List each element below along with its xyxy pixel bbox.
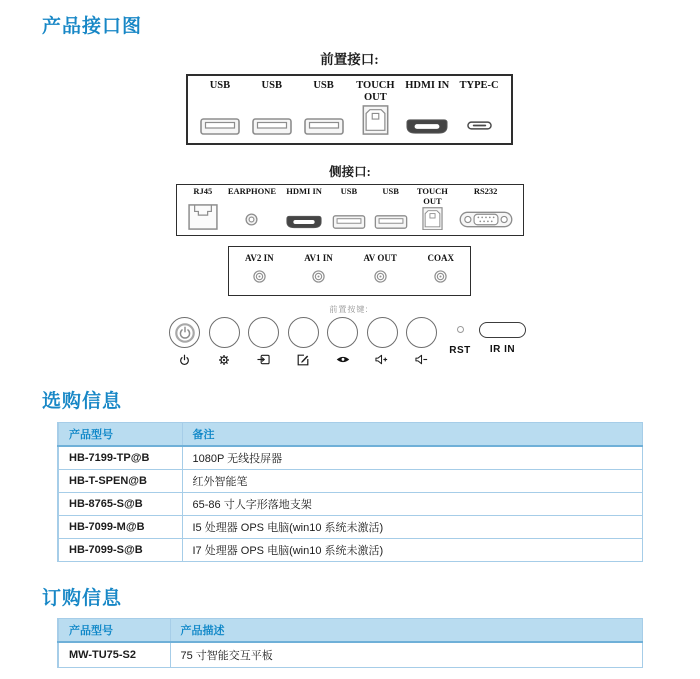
port-touch-out bbox=[349, 80, 401, 135]
usb-a-port-icon bbox=[332, 215, 366, 229]
front-button-volume-down bbox=[402, 317, 442, 366]
av-interface-panel bbox=[228, 246, 471, 296]
table-header-row bbox=[58, 619, 643, 643]
input-source-icon bbox=[257, 354, 270, 365]
gear-icon bbox=[218, 354, 230, 366]
port-label: EARPHONE bbox=[227, 186, 276, 196]
button-circle bbox=[169, 317, 200, 348]
port-label: COAX bbox=[427, 253, 454, 263]
column-header: 备注 bbox=[182, 423, 643, 447]
port-av2-in bbox=[245, 253, 274, 287]
button-icon-slot bbox=[375, 353, 389, 366]
button-icon-slot bbox=[297, 353, 309, 366]
model-cell: MW-TU75-S2 bbox=[58, 642, 170, 668]
port-touch-out bbox=[412, 187, 454, 230]
rca-port-icon bbox=[434, 270, 447, 283]
rca-port-icon bbox=[374, 270, 387, 283]
port-label: USB bbox=[261, 80, 282, 91]
rca-port-icon bbox=[312, 270, 325, 283]
button-icon-slot bbox=[218, 353, 230, 366]
port-hdmi-in bbox=[280, 187, 328, 230]
table-row bbox=[58, 470, 643, 493]
port-label: RS232 bbox=[473, 186, 498, 196]
annotate-icon bbox=[297, 354, 309, 366]
column-header: 产品型号 bbox=[58, 423, 182, 447]
reset-label: RST bbox=[449, 345, 471, 356]
usb-a-port-icon bbox=[252, 118, 292, 135]
port-usb bbox=[328, 187, 370, 230]
column-header: 产品型号 bbox=[58, 619, 170, 643]
port-coax bbox=[428, 253, 455, 287]
model-cell: HB-7199-TP@B bbox=[58, 446, 182, 470]
page-title: 产品接口图 bbox=[42, 16, 143, 37]
port-label: USB bbox=[340, 186, 358, 196]
usb-b-port-icon bbox=[362, 105, 389, 135]
side-panel-caption: 侧接口: bbox=[329, 165, 371, 179]
port-usb bbox=[246, 80, 298, 135]
port-rs232 bbox=[453, 187, 518, 230]
front-button-power bbox=[165, 317, 205, 366]
volume-up-icon bbox=[375, 354, 389, 365]
port-usb bbox=[298, 80, 350, 135]
power-face-icon bbox=[174, 322, 196, 344]
port-label: AV1 IN bbox=[304, 253, 333, 263]
table-row bbox=[58, 642, 643, 668]
hdmi-port-icon bbox=[406, 118, 448, 135]
front-button-input-source bbox=[244, 317, 284, 366]
column-header: 产品描述 bbox=[170, 619, 643, 643]
reset-group bbox=[445, 326, 475, 356]
front-button-volume-up bbox=[363, 317, 403, 366]
optional-info-heading: 选购信息 bbox=[42, 391, 123, 412]
side-interface-panel bbox=[176, 184, 524, 236]
usb-b-port-icon bbox=[422, 207, 443, 230]
model-cell: HB-T-SPEN@B bbox=[58, 470, 182, 493]
description-cell: 75 寸智能交互平板 bbox=[170, 642, 643, 668]
usb-a-port-icon bbox=[200, 118, 240, 135]
port-label: AV OUT bbox=[363, 253, 397, 263]
button-icon-slot bbox=[336, 353, 350, 366]
port-label: TYPE-C bbox=[459, 80, 499, 91]
order-info-table bbox=[57, 618, 643, 668]
button-circle bbox=[406, 317, 437, 348]
port-label: TOUCH OUT bbox=[356, 80, 395, 104]
description-cell: I5 处理器 OPS 电脑(win10 系统未激活) bbox=[182, 516, 643, 539]
ir-label: IR IN bbox=[489, 344, 516, 355]
port-av1-in bbox=[304, 253, 333, 287]
model-cell: HB-7099-M@B bbox=[58, 516, 182, 539]
eye-protection-icon bbox=[336, 355, 350, 364]
description-cell: 65-86 寸人字形落地支架 bbox=[182, 493, 643, 516]
table-row bbox=[58, 446, 643, 470]
description-cell: 红外智能笔 bbox=[182, 470, 643, 493]
volume-down-icon bbox=[415, 354, 429, 365]
port-label: HDMI IN bbox=[405, 80, 450, 91]
front-buttons-row bbox=[165, 317, 442, 366]
port-label: HDMI IN bbox=[286, 186, 322, 196]
table-row bbox=[58, 493, 643, 516]
front-button-gear bbox=[205, 317, 245, 366]
reset-pinhole-icon bbox=[457, 326, 464, 333]
rca-port-icon bbox=[253, 270, 266, 283]
rs232-port-icon bbox=[459, 209, 513, 230]
model-cell: HB-8765-S@B bbox=[58, 493, 182, 516]
port-type-c bbox=[453, 80, 505, 135]
model-cell: HB-7099-S@B bbox=[58, 539, 182, 562]
usb-a-port-icon bbox=[374, 215, 408, 229]
button-icon-slot bbox=[179, 353, 190, 366]
order-info-heading: 订购信息 bbox=[42, 588, 123, 609]
table-row bbox=[58, 539, 643, 562]
port-hdmi-in bbox=[401, 80, 453, 135]
table-row bbox=[58, 516, 643, 539]
front-buttons-caption: 前置按键: bbox=[329, 305, 369, 314]
button-circle bbox=[327, 317, 358, 348]
front-button-annotate bbox=[284, 317, 324, 366]
button-icon-slot bbox=[415, 353, 429, 366]
description-cell: 1080P 无线投屏器 bbox=[182, 446, 643, 470]
front-panel-caption: 前置接口: bbox=[320, 52, 379, 67]
port-label: USB bbox=[209, 80, 231, 91]
port-rj45 bbox=[182, 187, 224, 230]
ir-receiver-group bbox=[479, 322, 526, 355]
port-usb bbox=[370, 187, 412, 230]
port-usb bbox=[194, 80, 246, 135]
type-c-port-icon bbox=[467, 121, 492, 130]
button-circle bbox=[288, 317, 319, 348]
port-label: RJ45 bbox=[193, 186, 213, 196]
optional-info-table bbox=[57, 422, 643, 562]
port-av-out bbox=[363, 253, 396, 287]
port-label: AV2 IN bbox=[245, 253, 274, 263]
front-interface-panel bbox=[186, 74, 513, 145]
usb-a-port-icon bbox=[304, 118, 344, 135]
button-circle bbox=[248, 317, 279, 348]
port-label: TOUCH OUT bbox=[416, 186, 448, 206]
description-cell: I7 处理器 OPS 电脑(win10 系统未激活) bbox=[182, 539, 643, 562]
rj45-port-icon bbox=[188, 204, 218, 230]
button-circle bbox=[209, 317, 240, 348]
button-circle bbox=[367, 317, 398, 348]
button-icon-slot bbox=[257, 353, 270, 366]
hdmi-port-icon bbox=[286, 215, 322, 229]
front-button-eye-protection bbox=[323, 317, 363, 366]
ir-window-icon bbox=[479, 322, 526, 338]
port-label: USB bbox=[313, 80, 334, 91]
power-icon bbox=[179, 354, 190, 366]
port-earphone bbox=[224, 187, 280, 230]
earphone-port-icon bbox=[245, 213, 258, 226]
table-header-row bbox=[58, 423, 643, 447]
port-label: USB bbox=[382, 186, 399, 196]
